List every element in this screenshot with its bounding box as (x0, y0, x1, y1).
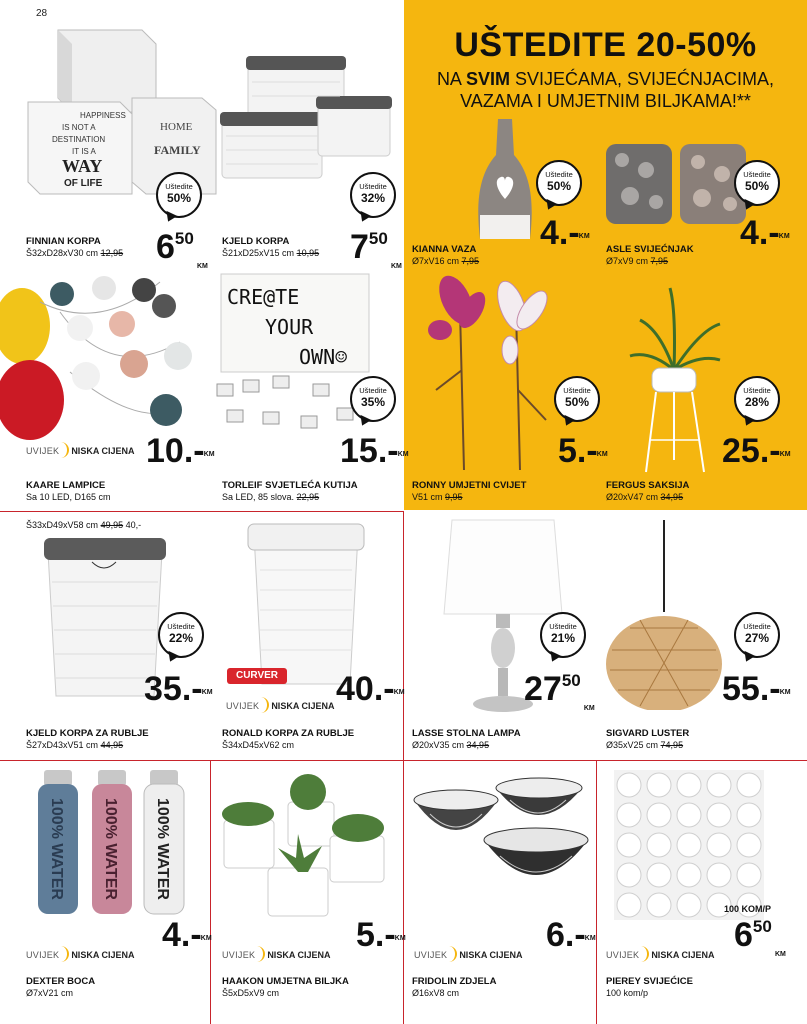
brand-logo: UVIJEK NISKA CIJENA (26, 946, 135, 960)
discount-badge: Uštedite 35% (350, 376, 396, 422)
product-name: ASLE SVIJEĆNJAK (606, 244, 694, 255)
divider (0, 511, 404, 512)
price: 4.- KM (740, 214, 790, 252)
discount-badge: Uštedite 50% (536, 160, 582, 206)
product-dims: Ø7xV9 cm 7,95 (606, 256, 669, 266)
product-name: RONALD KORPA ZA RUBLJE (222, 728, 355, 739)
bottle-text: 100% WATER (154, 798, 171, 900)
promo-line2: VAZAMA I UMJETNIM BILJKAMA!** (460, 91, 751, 111)
box-text: WAY (62, 156, 103, 176)
bottle-text: 100% WATER (102, 798, 119, 900)
discount-badge: Uštedite 28% (734, 376, 780, 422)
product-name: FINNIAN KORPA (26, 236, 101, 247)
price: $27^{50}$ KM (524, 670, 595, 712)
price: 55.- KM (722, 670, 791, 708)
product-name: TORLEIF SVJETLEĆA KUTIJA (222, 480, 358, 491)
divider (596, 760, 597, 1024)
product-name: DEXTER BOCA (26, 976, 96, 987)
product-name: FRIDOLIN ZDJELA (412, 976, 497, 987)
bottle-text: 100% WATER (48, 798, 65, 900)
price: 25.- KM (722, 432, 791, 470)
product-dims: Ø20xV47 cm 34,95 (606, 492, 684, 502)
product-name: FERGUS SAKSIJA (606, 480, 690, 491)
dexter-bottle-image (34, 768, 194, 918)
fergus-plant-image (620, 280, 730, 475)
product-name: SIGVARD LUSTER (606, 728, 690, 739)
product-name: RONNY UMJETNI CVIJET (412, 480, 527, 491)
box-text: HAPPINESS (80, 111, 126, 120)
promo-line1-prefix: NA (436, 69, 461, 89)
product-dims: Ø7xV16 cm 7,95 (412, 256, 480, 266)
discount-badge: Uštedite 50% (156, 172, 202, 218)
product-name: KAARE LAMPICE (26, 480, 106, 491)
product-dims: Sa 10 LED, D165 cm (26, 492, 111, 502)
price: 5.- KM (558, 432, 608, 470)
product-dims: Š32xD28xV30 cm 12,95 (26, 248, 124, 258)
kianna-vase-image (470, 115, 540, 243)
box-text: OF LIFE (64, 178, 103, 189)
page-number: 28 (36, 8, 48, 19)
price: 40.- KM (336, 670, 405, 708)
price: 15.- KM (340, 432, 409, 470)
product-dims: 100 kom/p (606, 988, 649, 998)
product-name: PIEREY SVIJEĆICE (606, 976, 693, 987)
brand-logo: UVIJEK NISKA CIJENA (226, 697, 335, 711)
ronald-laundry-basket-image (240, 520, 370, 690)
discount-badge: Uštedite 50% (554, 376, 600, 422)
discount-badge: Uštedite 50% (734, 160, 780, 206)
product-name: KJELD KORPA ZA RUBLJE (26, 728, 149, 739)
product-dims: Ø7xV21 cm (26, 988, 74, 998)
brand-logo: UVIJEK NISKA CIJENA (414, 946, 523, 960)
discount-badge: Uštedite 21% (540, 612, 586, 658)
product-dims: V51 cm 9,95 (412, 492, 463, 502)
price: $7^{50}$ KM (350, 228, 402, 270)
promo-line1-bold: SVIM (465, 69, 510, 89)
promo-line1-rest: SVIJEĆAMA, SVIJEĆNJACIMA, (515, 69, 775, 89)
product-name: LASSE STOLNA LAMPA (412, 728, 521, 739)
price: 6.- KM (546, 916, 596, 954)
product-name: KIANNA VAZA (412, 244, 477, 255)
box-text: FAMILY (154, 143, 201, 157)
asle-candle-holder-image (602, 140, 752, 230)
price: 35.- KM (144, 670, 213, 708)
lightbox-text: YOUR (265, 315, 314, 339)
brand-logo: UVIJEK NISKA CIJENA (222, 946, 331, 960)
sigvard-pendant-image (600, 520, 730, 710)
product-dims: Sa LED, 85 slova. 22,95 (222, 492, 320, 502)
price: 5.- KM (356, 916, 406, 954)
brand-logo: UVIJEK NISKA CIJENA (606, 946, 715, 960)
lightbox-text: CRE@TE (227, 285, 300, 309)
product-dims: Š27xD43xV51 cm 44,95 (26, 740, 124, 750)
price: $6^{50}$ KM (734, 916, 786, 958)
box-text: IS NOT A (62, 123, 96, 132)
discount-badge: Uštedite 27% (734, 612, 780, 658)
box-text: IT IS A (72, 147, 96, 156)
product-dims: Ø35xV25 cm 74,95 (606, 740, 684, 750)
box-text: HOME (160, 121, 193, 133)
product-dims: Š5xD5xV9 cm (222, 988, 280, 998)
kaare-lampice-image (0, 272, 205, 442)
product-dims: Ø16xV8 cm (412, 988, 460, 998)
product-dims: Š21xD25xV15 cm 10,95 (222, 248, 320, 258)
finnian-box-image (22, 26, 222, 201)
product-extra-size: Š33xD49xV58 cm 49,95 40,- (26, 520, 142, 530)
haakon-plant-image (218, 768, 398, 918)
discount-badge: Uštedite 32% (350, 172, 396, 218)
lightbox-text: OWN☺ (299, 345, 348, 369)
fridolin-bowl-image (410, 770, 590, 900)
divider (210, 760, 211, 1024)
kjeld-basket-image (218, 52, 398, 182)
product-name: KJELD KORPA (222, 236, 290, 247)
price: 10.- KM (146, 432, 215, 470)
promo-title: UŠTEDITE 20-50% (454, 26, 757, 64)
price: 4.- KM (540, 214, 590, 252)
box-text: DESTINATION (52, 135, 106, 144)
brand-logo: UVIJEK NISKA CIJENA (26, 442, 135, 456)
product-dims: Ø20xV35 cm 34,95 (412, 740, 490, 750)
curver-logo: CURVER (227, 668, 287, 684)
price: 4.- KM (162, 916, 212, 954)
pierey-tealights-image (614, 770, 764, 920)
promo-subtitle (404, 68, 807, 112)
package-label: 100 KOM/P (724, 904, 772, 914)
product-dims: Š34xD45xV62 cm (222, 740, 295, 750)
product-name: HAAKON UMJETNA BILJKA (222, 976, 349, 987)
price: $6^{50}$ KM (156, 228, 208, 270)
discount-badge: Uštedite 22% (158, 612, 204, 658)
